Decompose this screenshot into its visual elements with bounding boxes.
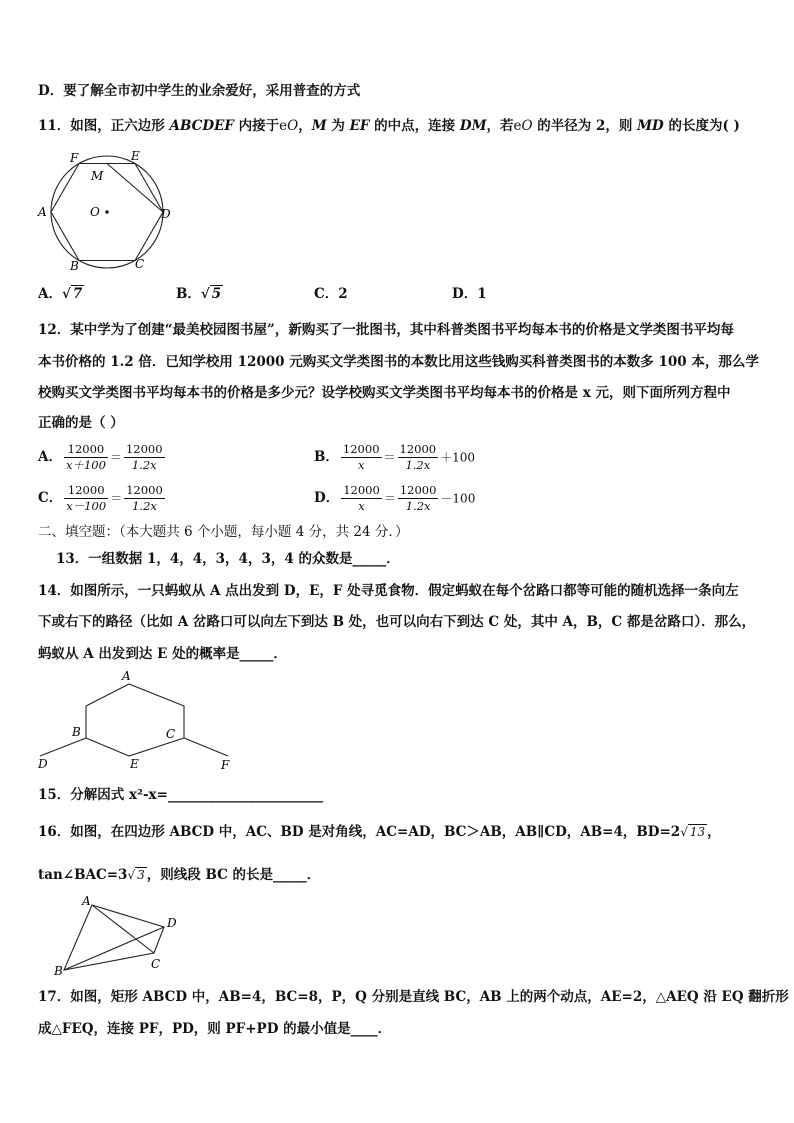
q13: 13．一组数据 1，4，4，3，4，3，4 的众数是_____． [56, 551, 400, 567]
q11-option-a: A．√ 7 [38, 286, 83, 302]
q14-line2: 下或右下的路径（比如 A 岔路口可以向左下到达 B 处，也可以向右下到达 C 处，其中 A，B，C 都是岔路口）．那么， [38, 614, 756, 630]
q16-line1: 16．如图，在四边形 ABCD 中，AC、BD 是对角线，AC=AD，BC＞AB，AB∥CD，AB=4，BD=2√ 13 ， [38, 824, 721, 840]
q12-option-a: A． $\frac{12000}{x+100}$ ＝ $\frac{12000}{1.2x}$ [38, 442, 163, 472]
q14-label-d: D [38, 757, 48, 771]
q14-label-c: C [166, 727, 176, 741]
q11-option-d: D．1 [452, 286, 487, 302]
q11-stem [38, 116, 740, 136]
q11-label-m: M [91, 169, 104, 183]
q10-option-d: D．要了解全市初中学生的业余爱好，采用普查的方式 [38, 83, 361, 99]
q11-label-a: A [38, 205, 47, 219]
q12-option-d: D． $\frac{12000}{x}$ ＝ $\frac{12000}{1.2x}$ －100 [314, 483, 476, 513]
q11-stem-md: MD [637, 118, 664, 134]
q16-label-b: B [54, 964, 63, 978]
q11-option-c: C．2 [314, 286, 348, 302]
q14-line1: 14．如图所示，一只蚂蚁从 A 点出发到 D，E，F 处寻觅食物．假定蚂蚁在每个岔路口都等可能的随机选择一条向左 [38, 583, 739, 599]
q14-label-e: E [130, 757, 139, 771]
q11-circle-o-2: e𝑂 [513, 118, 533, 134]
q11-stem-c: ， [298, 118, 312, 134]
q11-stem-g: 的半径为 2，则 [532, 118, 638, 134]
q16-label-c: C [151, 957, 161, 971]
section2-heading: 二、填空题：（本大题共 6 个小题，每小题 4 分，共 24 分．） [38, 524, 409, 540]
q11-label-c: C [135, 257, 145, 271]
q14-label-b: B [72, 725, 81, 739]
q17-line1: 17．如图，矩形 ABCD 中，AB=4，BC=8，P，Q 分别是直线 BC，AB 上的两个动点，AE=2，△AEQ 沿 EQ 翻折形 [38, 989, 789, 1005]
q12-option-b: B． $\frac{12000}{x}$ ＝ $\frac{12000}{1.2x}$ ＋100 [314, 442, 476, 472]
q16-line2: tan∠BAC=3√ 3 ，则线段 BC 的长是_____． [38, 867, 321, 883]
q14-label-a: A [122, 669, 131, 683]
q11-stem-ef: EF [349, 118, 370, 134]
q11-circle-o: e𝑂 [279, 118, 299, 134]
q14-path-figure [34, 668, 234, 774]
q11-label-e: E [131, 149, 140, 163]
q16-quadrilateral-figure [50, 893, 184, 979]
q11-stem-a: 11．如图，正六边形 [38, 118, 170, 134]
q14-label-f: F [221, 758, 230, 772]
q15: 15．分解因式 x²-x=_______________________ [38, 787, 324, 803]
q11-stem-f: ，若 [486, 118, 514, 134]
q12-line1: 12．某中学为了创建“最美校园图书屋”，新购买了一批图书，其中科普类图书平均每本书的价格是文学类图书平均每 [38, 322, 734, 338]
q11-label-f: F [70, 151, 79, 165]
q11-stem-m: M [311, 118, 327, 134]
q17-line2: 成△FEQ，连接 PF，PD，则 PF+PD 的最小值是____． [38, 1021, 392, 1037]
q11-stem-h: 的长度为( ) [663, 118, 740, 134]
q11-label-b: B [70, 259, 79, 273]
q11-stem-abcdef: ABCDEF [169, 118, 234, 134]
q12-line4: 正确的是（ ） [38, 415, 124, 431]
q11-stem-b: 内接于 [233, 118, 280, 134]
q11-stem-dm: DM [459, 118, 487, 134]
q11-stem-d: 为 [326, 118, 350, 134]
q12-line2: 本书价格的 1.2 倍．已知学校用 12000 元购买文学类图书的本数比用这些钱购买科普类图书的本数多 100 本，那么学 [38, 354, 759, 370]
q11-option-b: B．√ 5 [176, 286, 222, 302]
q11-hexagon-figure [34, 146, 174, 276]
q12-line3: 校购买文学类图书平均每本书的价格是多少元？设学校购买文学类图书平均每本书的价格是 x 元，则下面所列方程中 [38, 385, 731, 401]
q11-stem-e: 的中点，连接 [369, 118, 460, 134]
q14-line3: 蚂蚁从 A 出发到达 E 处的概率是_____． [38, 646, 287, 662]
q16-label-d: D [167, 916, 177, 930]
q11-label-o: O [90, 205, 100, 219]
q16-label-a: A [82, 894, 91, 908]
q11-label-d: D [161, 207, 171, 221]
q12-option-c: C． $\frac{12000}{x-100}$ ＝ $\frac{12000}{1.2x}$ [38, 483, 163, 513]
